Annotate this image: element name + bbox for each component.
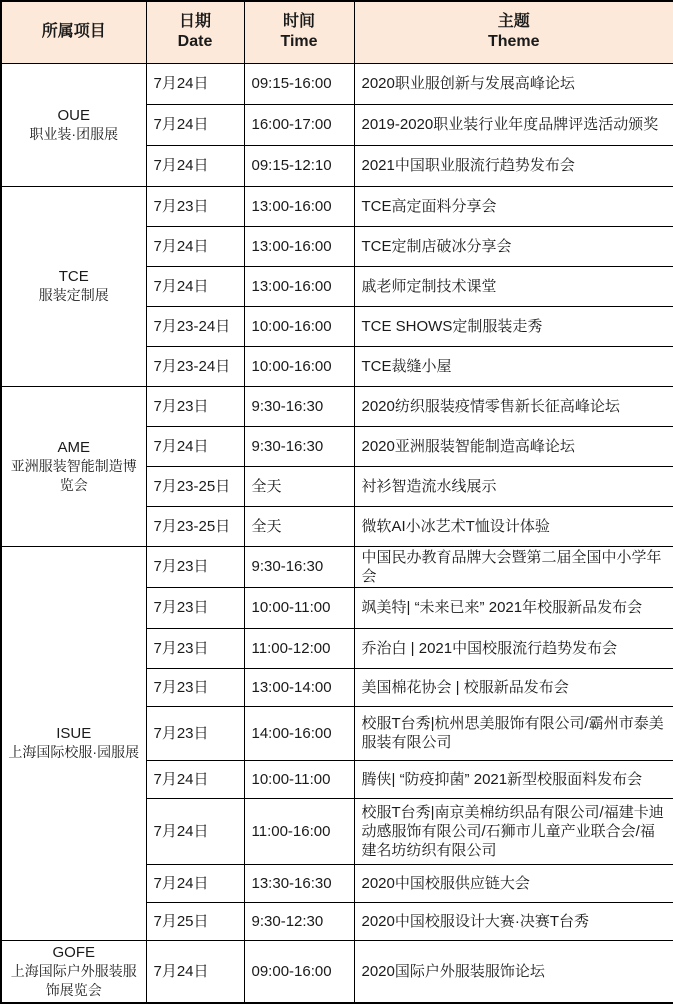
header-time-en: Time bbox=[280, 33, 318, 51]
date-cell: 7月25日 bbox=[146, 902, 244, 940]
date-cell: 7月24日 bbox=[146, 226, 244, 266]
table-row bbox=[1, 386, 673, 426]
time-cell: 9:30-12:30 bbox=[244, 902, 354, 940]
project-desc: 亚洲服装智能制造博览会 bbox=[10, 457, 137, 493]
project-desc: 职业装·团服展 bbox=[29, 125, 119, 142]
project-cell-tce bbox=[1, 186, 146, 386]
theme-cell: TCE定制店破冰分享会 bbox=[354, 226, 673, 266]
header-project-label: 所属项目 bbox=[41, 23, 106, 41]
time-cell: 9:30-16:30 bbox=[244, 546, 354, 587]
header-row bbox=[1, 1, 673, 63]
time-cell: 13:00-16:00 bbox=[244, 186, 354, 226]
theme-cell: 2020国际户外服装服饰论坛 bbox=[354, 940, 673, 1003]
theme-cell: 美国棉花协会 | 校服新品发布会 bbox=[354, 668, 673, 706]
time-cell: 13:00-16:00 bbox=[244, 266, 354, 306]
theme-cell: 校服T台秀|杭州思美服饰有限公司/霸州市泰美服装有限公司 bbox=[354, 706, 673, 760]
time-cell: 09:15-12:10 bbox=[244, 145, 354, 186]
time-cell: 11:00-12:00 bbox=[244, 628, 354, 668]
date-cell: 7月23日 bbox=[146, 386, 244, 426]
theme-cell: 乔治白 | 2021中国校服流行趋势发布会 bbox=[354, 628, 673, 668]
date-cell: 7月24日 bbox=[146, 760, 244, 798]
time-cell: 14:00-16:00 bbox=[244, 706, 354, 760]
theme-cell: 2020中国校服供应链大会 bbox=[354, 864, 673, 902]
header-date bbox=[146, 1, 244, 63]
header-time bbox=[244, 1, 354, 63]
time-cell: 10:00-16:00 bbox=[244, 346, 354, 386]
time-cell: 10:00-11:00 bbox=[244, 587, 354, 628]
header-theme bbox=[354, 1, 673, 63]
table-row bbox=[1, 546, 673, 587]
date-cell: 7月23日 bbox=[146, 186, 244, 226]
project-name: AME bbox=[57, 438, 90, 456]
project-desc: 上海国际户外服装服饰展览会 bbox=[10, 962, 137, 998]
date-cell: 7月24日 bbox=[146, 104, 244, 145]
theme-cell: 中国民办教育品牌大会暨第二届全国中小学年会 bbox=[354, 546, 673, 587]
date-cell: 7月23-24日 bbox=[146, 346, 244, 386]
date-cell: 7月24日 bbox=[146, 864, 244, 902]
time-cell: 全天 bbox=[244, 466, 354, 506]
project-name: OUE bbox=[57, 106, 90, 124]
date-cell: 7月23日 bbox=[146, 706, 244, 760]
header-date-zh: 日期 bbox=[178, 13, 211, 31]
table-row bbox=[1, 940, 673, 1003]
theme-cell: 2021中国职业服流行趋势发布会 bbox=[354, 145, 673, 186]
theme-cell: 飒美特| “未来已来” 2021年校服新品发布会 bbox=[354, 587, 673, 628]
theme-cell: TCE SHOWS定制服装走秀 bbox=[354, 306, 673, 346]
date-cell: 7月24日 bbox=[146, 426, 244, 466]
date-cell: 7月23日 bbox=[146, 628, 244, 668]
time-cell: 全天 bbox=[244, 506, 354, 546]
project-name: TCE bbox=[58, 268, 89, 285]
theme-cell: 校服T台秀|南京美棉纺织品有限公司/福建卡迪动感服饰有限公司/石狮市儿童产业联合会/福建名坊纺织有限公司 bbox=[354, 798, 673, 864]
time-cell: 9:30-16:30 bbox=[244, 386, 354, 426]
project-cell-gofe bbox=[1, 940, 146, 1003]
date-cell: 7月23-25日 bbox=[146, 466, 244, 506]
header-theme-zh: 主题 bbox=[497, 13, 530, 31]
theme-cell: 2020纺织服装疫情零售新长征高峰论坛 bbox=[354, 386, 673, 426]
project-name: ISUE bbox=[56, 725, 92, 742]
project-name: GOFE bbox=[52, 943, 95, 961]
time-cell: 13:00-14:00 bbox=[244, 668, 354, 706]
time-cell: 11:00-16:00 bbox=[244, 798, 354, 864]
theme-cell: 2020亚洲服装智能制造高峰论坛 bbox=[354, 426, 673, 466]
time-cell: 16:00-17:00 bbox=[244, 104, 354, 145]
header-time-zh: 时间 bbox=[282, 13, 315, 31]
theme-cell: 2020中国校服设计大赛·决赛T台秀 bbox=[354, 902, 673, 940]
theme-cell: 腾侠| “防疫抑菌” 2021新型校服面料发布会 bbox=[354, 760, 673, 798]
time-cell: 13:30-16:30 bbox=[244, 864, 354, 902]
project-cell-isue bbox=[1, 546, 146, 940]
time-cell: 13:00-16:00 bbox=[244, 226, 354, 266]
header-project bbox=[1, 1, 146, 63]
project-cell-ame bbox=[1, 386, 146, 546]
theme-cell: TCE裁缝小屋 bbox=[354, 346, 673, 386]
theme-cell: 2019-2020职业装行业年度品牌评选活动颁奖 bbox=[354, 104, 673, 145]
date-cell: 7月23日 bbox=[146, 546, 244, 587]
date-cell: 7月24日 bbox=[146, 798, 244, 864]
time-cell: 9:30-16:30 bbox=[244, 426, 354, 466]
date-cell: 7月23日 bbox=[146, 668, 244, 706]
date-cell: 7月24日 bbox=[146, 145, 244, 186]
date-cell: 7月23日 bbox=[146, 587, 244, 628]
table-row bbox=[1, 63, 673, 104]
time-cell: 09:00-16:00 bbox=[244, 940, 354, 1003]
project-desc: 上海国际校服·园服展 bbox=[8, 744, 140, 760]
project-desc: 服装定制展 bbox=[38, 287, 109, 303]
theme-cell: 微软AI小冰艺术T恤设计体验 bbox=[354, 506, 673, 546]
theme-cell: 衬衫智造流水线展示 bbox=[354, 466, 673, 506]
time-cell: 10:00-16:00 bbox=[244, 306, 354, 346]
date-cell: 7月24日 bbox=[146, 940, 244, 1003]
header-date-en: Date bbox=[177, 33, 213, 51]
date-cell: 7月24日 bbox=[146, 63, 244, 104]
time-cell: 10:00-11:00 bbox=[244, 760, 354, 798]
theme-cell: TCE高定面料分享会 bbox=[354, 186, 673, 226]
theme-cell: 2020职业服创新与发展高峰论坛 bbox=[354, 63, 673, 104]
table-row bbox=[1, 186, 673, 226]
date-cell: 7月23-24日 bbox=[146, 306, 244, 346]
project-cell-oue bbox=[1, 63, 146, 186]
time-cell: 09:15-16:00 bbox=[244, 63, 354, 104]
header-theme-en: Theme bbox=[487, 33, 540, 51]
theme-cell: 戚老师定制技术课堂 bbox=[354, 266, 673, 306]
date-cell: 7月24日 bbox=[146, 266, 244, 306]
date-cell: 7月23-25日 bbox=[146, 506, 244, 546]
